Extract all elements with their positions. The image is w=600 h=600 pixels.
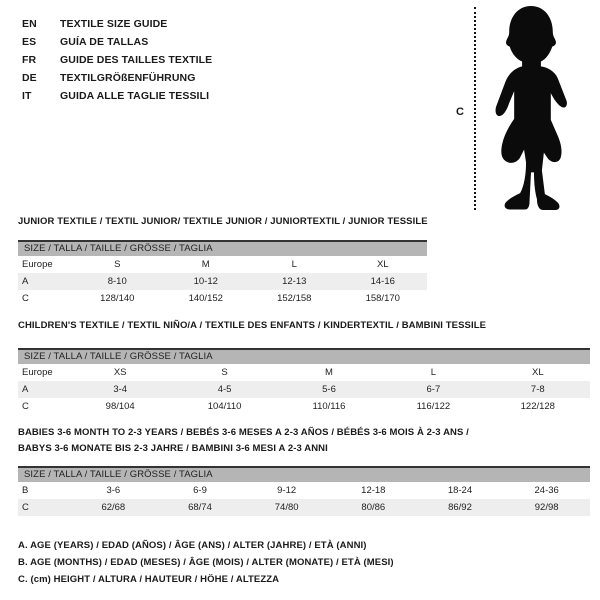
table-cell: 4-5	[217, 384, 232, 395]
size-header-bar: SIZE / TALLA / TAILLE / GRÖSSE / TAGLIA	[18, 466, 590, 482]
table-cell: 68/74	[188, 502, 212, 513]
lang-row-en	[22, 15, 212, 33]
table-cell: S	[221, 367, 228, 378]
table-cell: 122/128	[520, 401, 555, 412]
table-cell: XS	[113, 367, 127, 378]
table-row	[18, 482, 590, 499]
lang-code: ES	[22, 36, 37, 48]
lang-text: TEXTILE SIZE GUIDE	[60, 18, 168, 30]
lang-text: GUIDA ALLE TAGLIE TESSILI	[60, 90, 210, 102]
table-cell: XL	[531, 367, 544, 378]
table-cell: 8-10	[107, 276, 127, 287]
table-cell: 12-13	[282, 276, 307, 287]
row-label: A	[22, 276, 29, 287]
table-cell: 128/140	[100, 293, 135, 304]
footnotes	[18, 537, 394, 588]
lang-code: IT	[22, 90, 32, 102]
lang-text: GUIDE DES TAILLES TEXTILE	[60, 54, 213, 66]
footnote-age-months: B. AGE (MONTHS) / EDAD (MESES) / ÂGE (MOIS) / ALTER (MONATE) / ETÀ (MESI)	[18, 557, 394, 568]
table-cell: 12-18	[361, 485, 386, 496]
table-cell: 74/80	[274, 502, 299, 513]
height-measure-label: C	[456, 106, 464, 118]
children-section-title: CHILDREN'S TEXTILE / TEXTIL NIÑO/A / TEXTILE DES ENFANTS / KINDERTEXTIL / BAMBINI TESSILE	[18, 320, 487, 331]
table-row	[18, 499, 590, 516]
lang-row-es	[22, 33, 212, 51]
table-cell: S	[114, 259, 121, 270]
footnote-age-years: A. AGE (YEARS) / EDAD (AÑOS) / ÂGE (ANS) / ALTER (JAHRE) / ETÀ (ANNI)	[18, 540, 367, 551]
table-cell: L	[291, 259, 297, 270]
table-cell: XL	[376, 259, 389, 270]
lang-row-de	[22, 69, 212, 87]
table-cell: 158/170	[365, 293, 400, 304]
table-cell: 7-8	[530, 384, 545, 395]
table-row	[18, 273, 427, 290]
table-cell: 98/104	[105, 401, 135, 412]
table-cell: 116/122	[416, 401, 451, 412]
baby-silhouette-icon	[481, 4, 581, 212]
table-cell: 62/68	[101, 502, 126, 513]
table-cell: 24-36	[534, 485, 559, 496]
language-list	[22, 15, 212, 105]
table-cell: 110/116	[312, 401, 346, 412]
table-cell: 5-6	[322, 384, 336, 395]
lang-code: EN	[22, 18, 37, 30]
table-row	[18, 364, 590, 381]
table-cell: M	[201, 259, 210, 270]
table-cell: L	[430, 367, 437, 378]
table-row	[18, 398, 590, 415]
lang-text: TEXTILGRÖßENFÜHRUNG	[60, 72, 196, 84]
table-cell: 3-4	[113, 384, 128, 395]
table-cell: 140/152	[188, 293, 223, 304]
row-label: Europe	[22, 367, 53, 378]
babies-section-title-line2: BABYS 3-6 MONATE BIS 2-3 JAHRE / BAMBINI 3-6 MESI A 2-3 ANNI	[18, 443, 328, 454]
row-label: B	[22, 485, 29, 496]
junior-table	[18, 240, 427, 307]
children-table	[18, 348, 590, 415]
lang-code: DE	[22, 72, 37, 84]
table-row	[18, 256, 427, 273]
lang-row-it	[22, 87, 212, 105]
table-cell: 3-6	[106, 485, 121, 496]
table-cell: 80/86	[361, 502, 386, 513]
size-header-bar: SIZE / TALLA / TAILLE / GRÖSSE / TAGLIA	[18, 240, 427, 256]
row-label: Europe	[22, 259, 53, 270]
table-cell: 6-7	[426, 384, 441, 395]
row-label: C	[22, 293, 29, 304]
babies-section-title-line1: BABIES 3-6 MONTH TO 2-3 YEARS / BEBÉS 3-6 MESES A 2-3 AÑOS / BÉBÉS 3-6 MOIS À 2-3 ANS /	[18, 427, 469, 438]
table-cell: 92/98	[534, 502, 559, 513]
babies-table	[18, 466, 590, 516]
lang-row-fr	[22, 51, 212, 69]
table-row	[18, 290, 427, 307]
height-dotted-line-icon	[474, 7, 476, 210]
table-cell: 104/110	[207, 401, 242, 412]
row-label: C	[22, 401, 29, 412]
table-cell: 86/92	[448, 502, 472, 513]
table-cell: 18-24	[447, 485, 473, 496]
table-cell: 152/158	[277, 293, 312, 304]
footnote-height: C. (cm) HEIGHT / ALTURA / HAUTEUR / HÖHE / ALTEZZA	[18, 574, 280, 585]
table-cell: 6-9	[193, 485, 207, 496]
table-cell: M	[325, 367, 333, 378]
lang-text: GUÍA DE TALLAS	[60, 36, 149, 48]
row-label: A	[22, 384, 29, 395]
lang-code: FR	[22, 54, 37, 66]
size-header-bar: SIZE / TALLA / TAILLE / GRÖSSE / TAGLIA	[18, 348, 590, 364]
table-cell: 10-12	[193, 276, 218, 287]
table-row	[18, 381, 590, 398]
table-cell: 9-12	[277, 485, 297, 496]
junior-section-title: JUNIOR TEXTILE / TEXTIL JUNIOR/ TEXTILE JUNIOR / JUNIORTEXTIL / JUNIOR TESSILE	[18, 216, 428, 227]
row-label: C	[22, 502, 29, 513]
table-cell: 14-16	[370, 276, 395, 287]
